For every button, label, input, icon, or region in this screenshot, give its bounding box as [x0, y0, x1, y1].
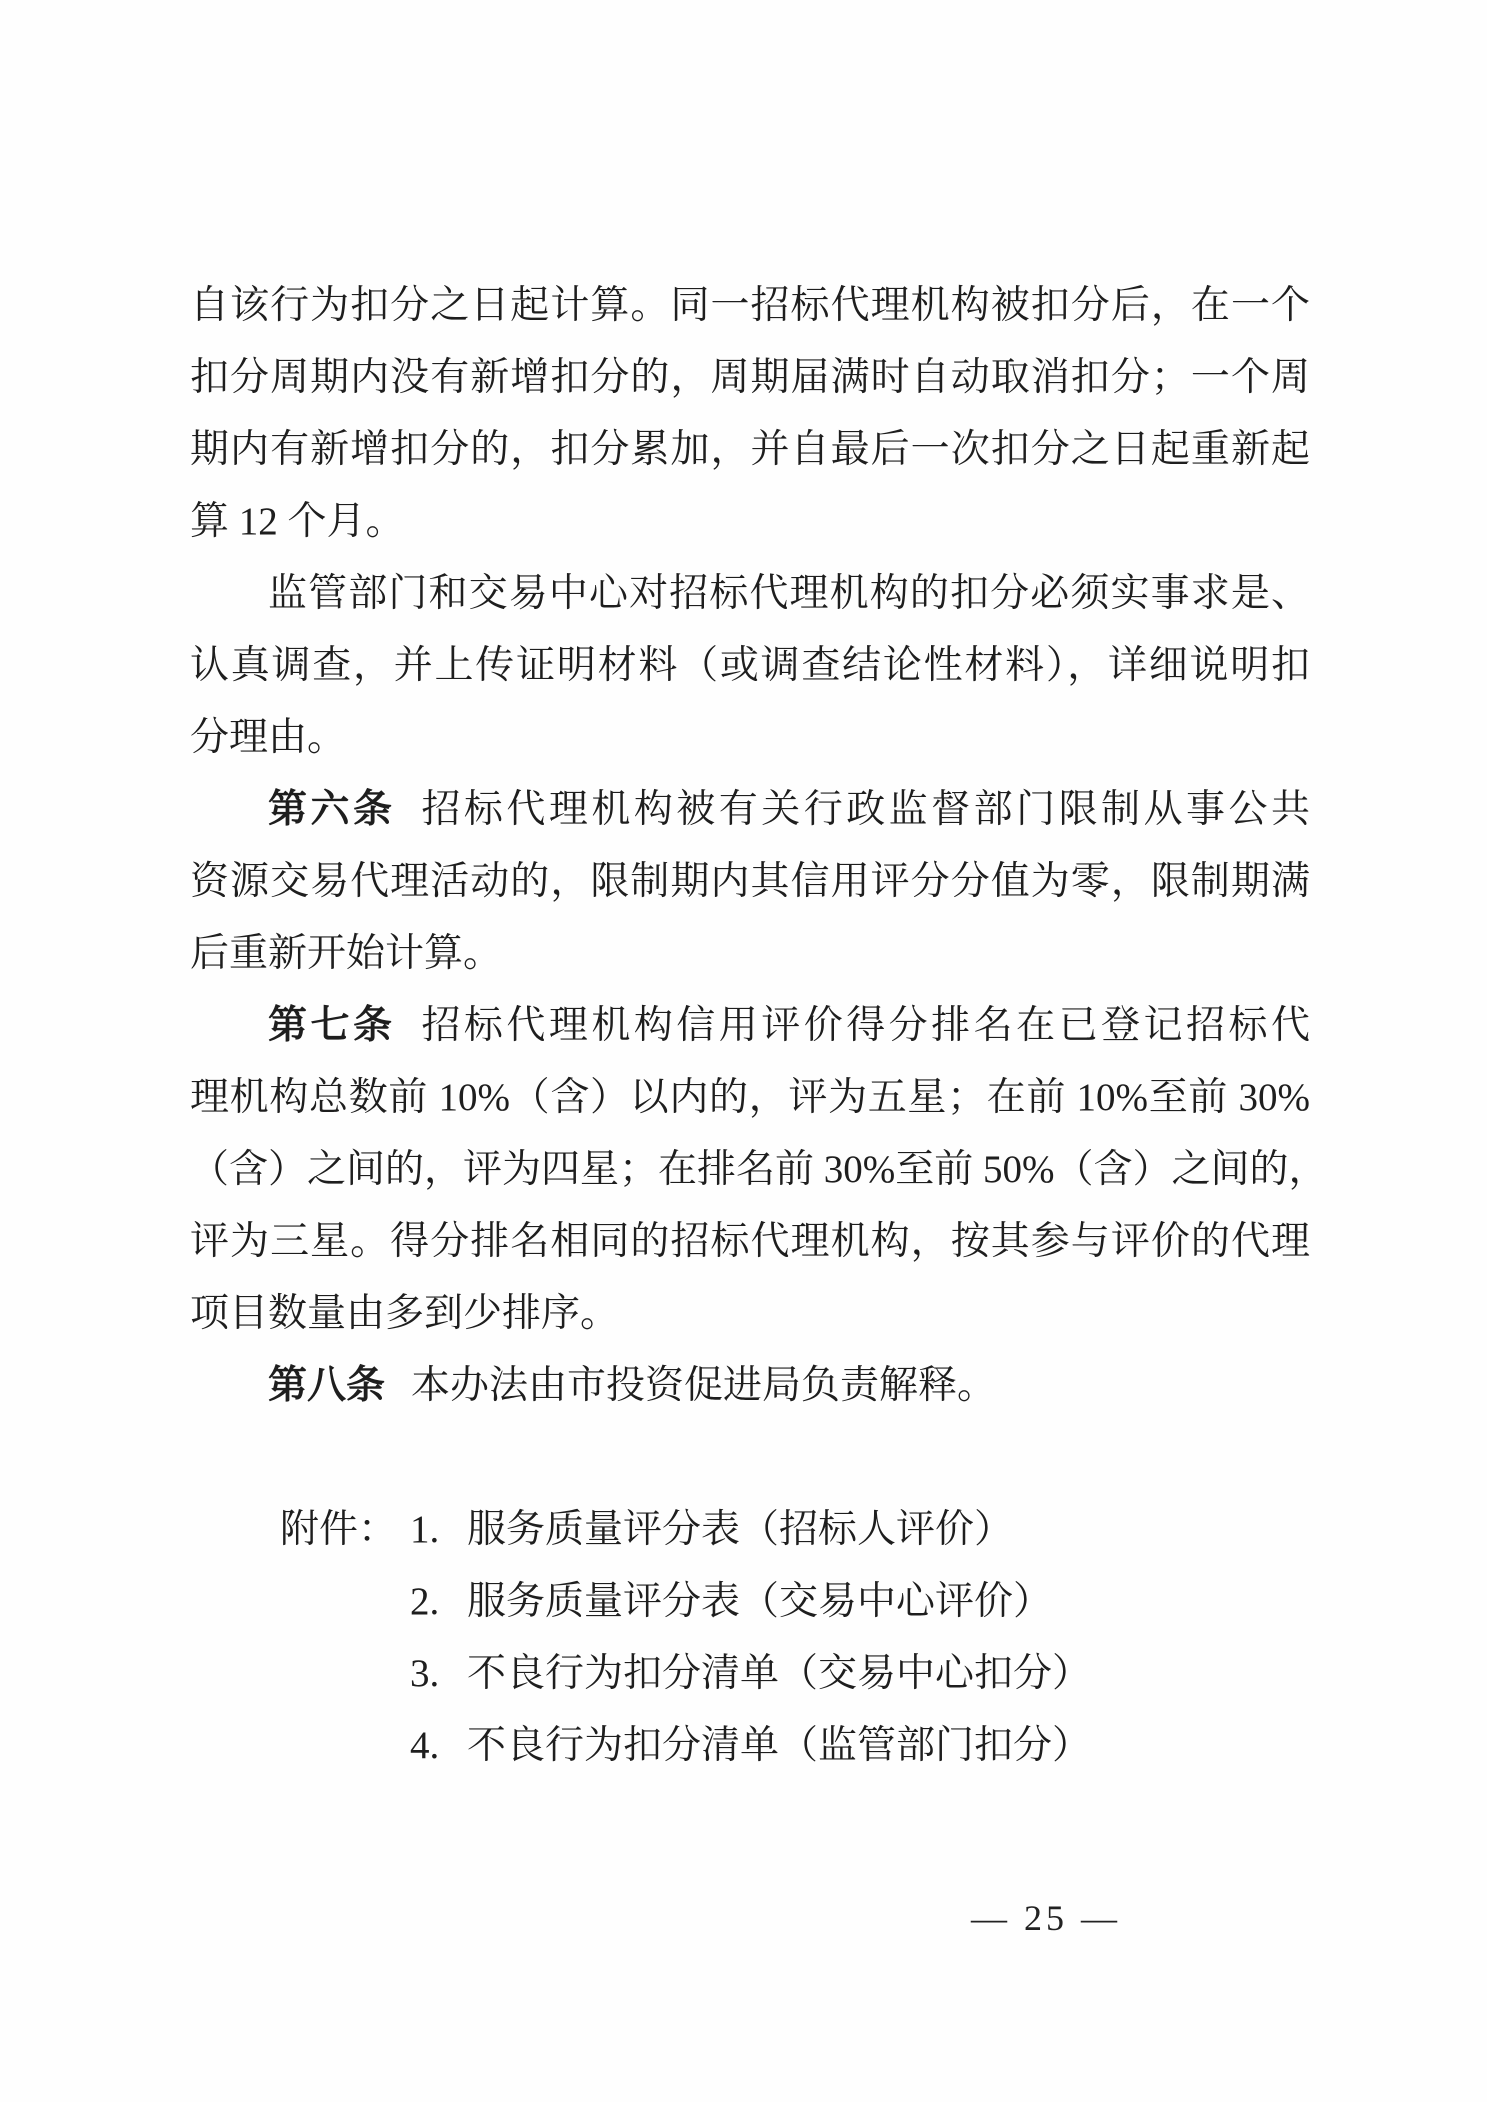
line-text: 本办法由市投资促进局负责解释。 — [411, 1364, 997, 1407]
attachment-number: 3. — [410, 1652, 440, 1695]
attachment-title: 服务质量评分表（交易中心评价） — [467, 1580, 1053, 1623]
line-text: 监管部门和交易中心对招标代理机构的扣分必须实事求是、 — [268, 572, 1310, 615]
paragraph-line — [190, 486, 1310, 558]
attachment-title: 服务质量评分表（招标人评价） — [467, 1508, 1014, 1551]
paragraph-line — [190, 1062, 1310, 1134]
paragraph-line — [190, 558, 1310, 630]
paragraph-line — [190, 1134, 1328, 1206]
paragraph-line — [190, 1278, 1310, 1350]
article-number: 第七条 — [268, 1004, 396, 1047]
line-text: 认真调查，并上传证明材料（或调查结论性材料），详细说明扣 — [190, 644, 1310, 687]
attachments-label-spacer — [280, 1710, 410, 1782]
line-text: 招标代理机构被有关行政监督部门限制从事公共 — [421, 788, 1310, 831]
paragraph-line — [190, 270, 1310, 342]
attachments-label-spacer — [280, 1566, 410, 1638]
paragraph-line — [190, 774, 1310, 846]
attachment-item — [190, 1494, 1310, 1566]
paragraph-line — [190, 414, 1310, 486]
attachment-title: 不良行为扣分清单（交易中心扣分） — [467, 1652, 1092, 1695]
attachments-list — [190, 1494, 1310, 1782]
line-text: 资源交易代理活动的，限制期内其信用评分分值为零，限制期满 — [190, 860, 1310, 903]
attachment-item — [190, 1710, 1310, 1782]
attachment-item — [190, 1566, 1310, 1638]
line-text: 自该行为扣分之日起计算。同一招标代理机构被扣分后，在一个 — [190, 284, 1310, 327]
attachment-number: 2. — [410, 1580, 440, 1623]
line-text: 项目数量由多到少排序。 — [190, 1292, 620, 1335]
attachments-label-spacer — [280, 1638, 410, 1710]
paragraph-line — [190, 846, 1310, 918]
attachment-number: 4. — [410, 1724, 440, 1767]
line-text: 扣分周期内没有新增扣分的，周期届满时自动取消扣分；一个周 — [190, 356, 1310, 399]
paragraph-line — [190, 918, 1310, 990]
paragraph-line — [190, 630, 1310, 702]
paragraph-line — [190, 990, 1310, 1062]
attachments-label: 附件： — [280, 1508, 398, 1551]
line-text: 分理由。 — [190, 716, 347, 759]
page-number: — 25 — — [971, 1898, 1121, 1938]
line-text: 招标代理机构信用评价得分排名在已登记招标代 — [421, 1004, 1310, 1047]
line-text: 算 12 个月。 — [190, 500, 405, 543]
paragraph-line — [190, 1350, 1310, 1422]
paragraph-line — [190, 1206, 1310, 1278]
line-text: 期内有新增扣分的，扣分累加，并自最后一次扣分之日起重新起 — [190, 428, 1310, 471]
paragraph-line — [190, 342, 1310, 414]
paragraph-line — [190, 702, 1310, 774]
line-text: 评为三星。得分排名相同的招标代理机构，按其参与评价的代理 — [190, 1220, 1310, 1263]
line-text: 后重新开始计算。 — [190, 932, 503, 975]
article-number: 第八条 — [268, 1364, 386, 1407]
attachment-title: 不良行为扣分清单（监管部门扣分） — [467, 1724, 1092, 1767]
attachment-number: 1. — [410, 1508, 440, 1551]
article-number: 第六条 — [268, 788, 396, 831]
line-text: （含）之间的，评为四星；在排名前 30%至前 50%（含）之间的， — [190, 1148, 1328, 1191]
attachment-item — [190, 1638, 1310, 1710]
line-text: 理机构总数前 10%（含）以内的，评为五星；在前 10%至前 30% — [190, 1076, 1310, 1119]
